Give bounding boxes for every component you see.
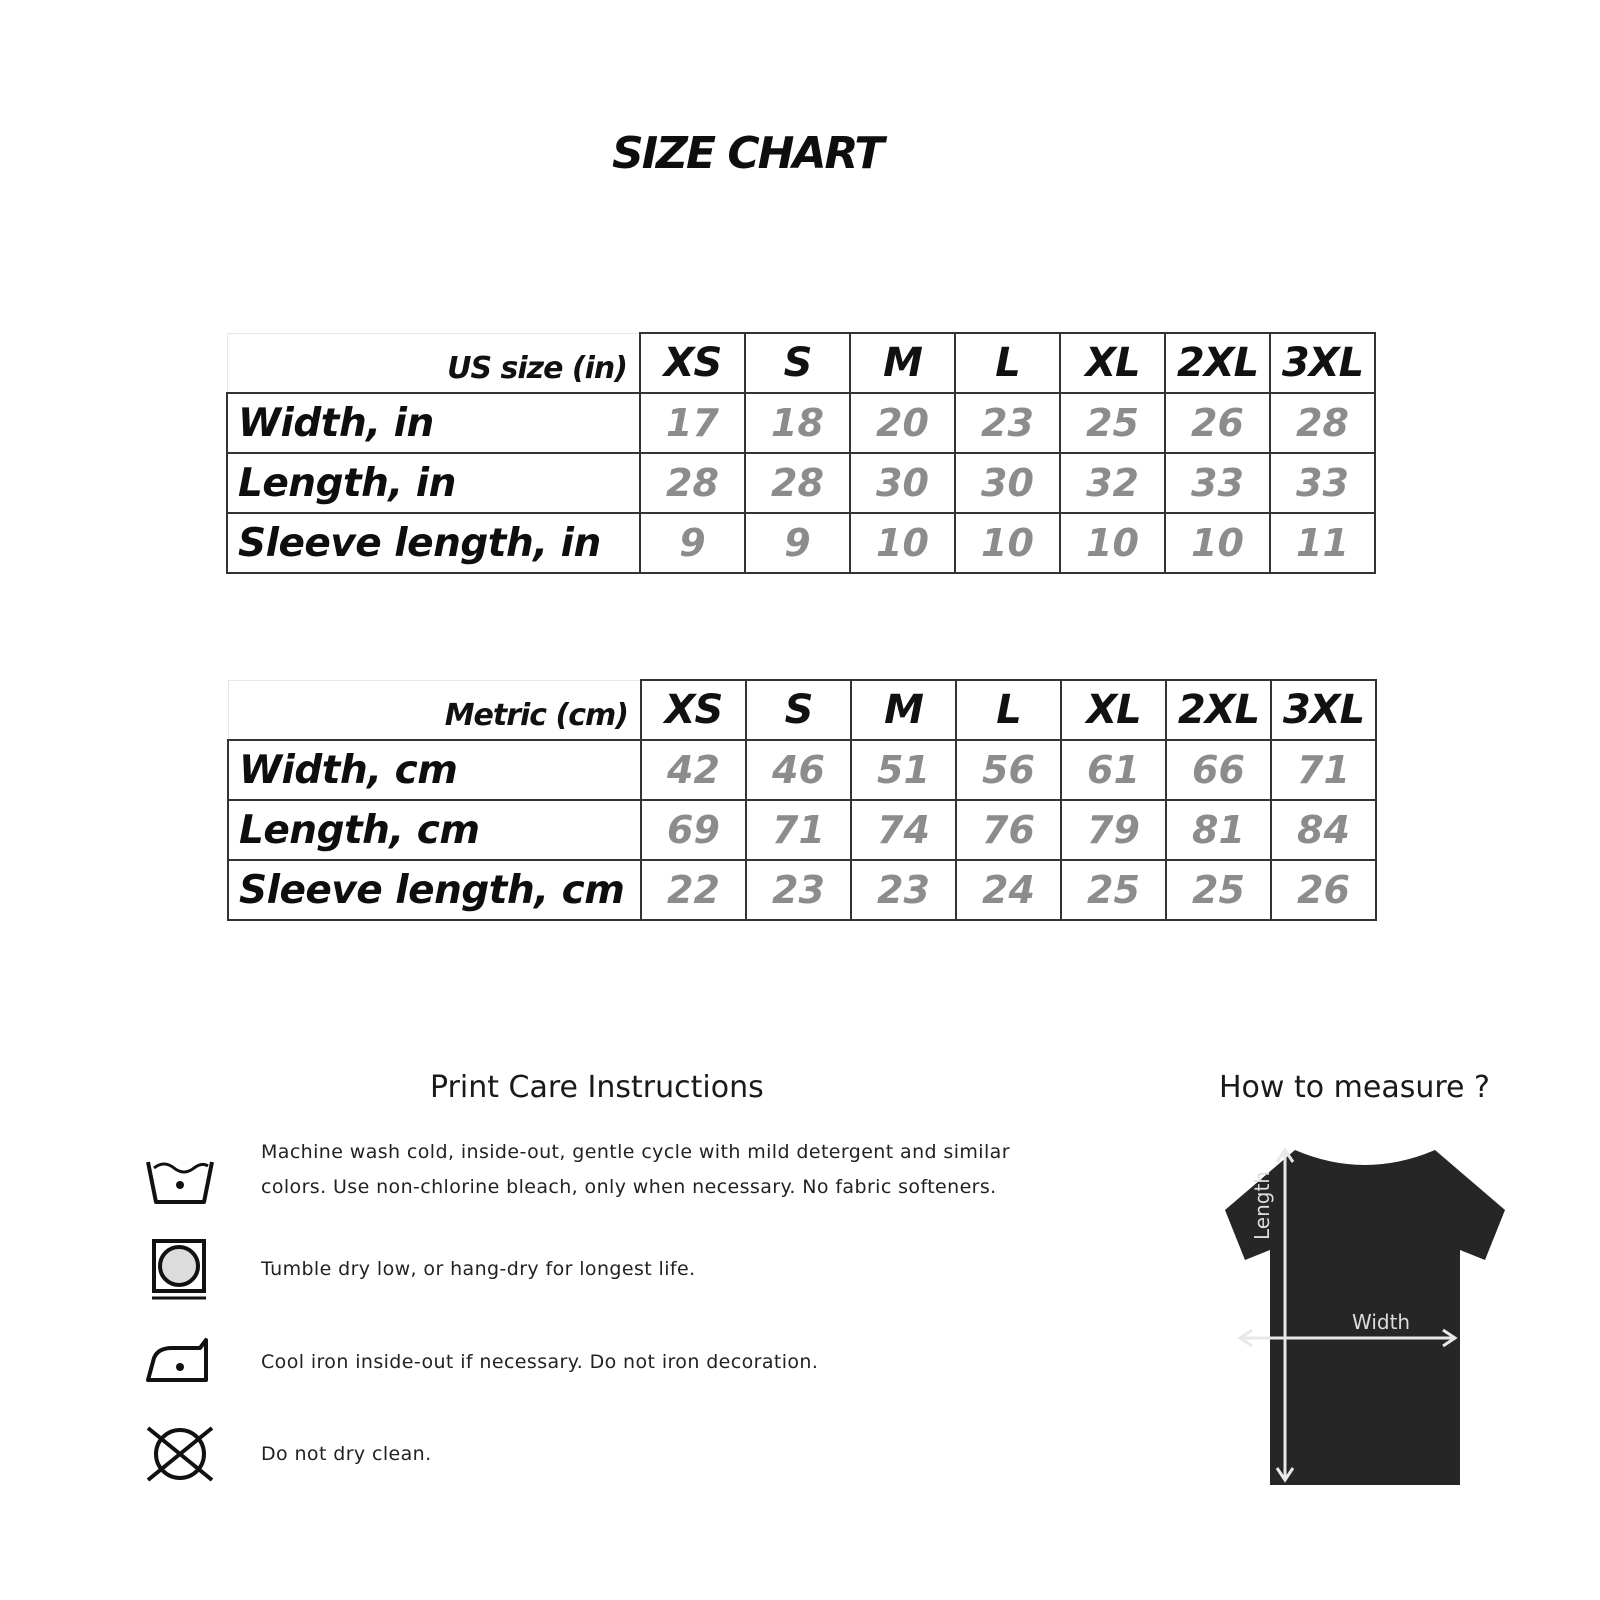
row-label: Sleeve length, in (227, 513, 640, 573)
tumble-dry-low-icon (144, 1238, 216, 1302)
table-cell: 28 (640, 453, 745, 513)
table-row (227, 513, 1375, 573)
care-text-dry-clean: Do not dry clean. (261, 1443, 432, 1465)
table-cell: 33 (1270, 453, 1375, 513)
table-cell: 28 (1270, 393, 1375, 453)
table-cell: 69 (641, 800, 746, 860)
table-row (227, 393, 1375, 453)
table-cell: 71 (746, 800, 851, 860)
row-label: Width, in (227, 393, 640, 453)
table-row (227, 453, 1375, 513)
table-cell: 33 (1165, 453, 1270, 513)
table-cell: 22 (641, 860, 746, 920)
table-cell: 79 (1061, 800, 1166, 860)
measure-heading: How to measure ? (1219, 1070, 1490, 1105)
table-cell: 71 (1271, 740, 1376, 800)
table-cell: 30 (955, 453, 1060, 513)
table-cell: 25 (1060, 393, 1165, 453)
row-label: Length, in (227, 453, 640, 513)
care-text-wash-line-1: Machine wash cold, inside-out, gentle cycle with mild detergent and similar (261, 1141, 1010, 1163)
size-column-header: XS (641, 680, 746, 740)
table-cell: 10 (955, 513, 1060, 573)
table-cell: 25 (1166, 860, 1271, 920)
table-cell: 18 (745, 393, 850, 453)
table-cell: 25 (1061, 860, 1166, 920)
table-cell: 74 (851, 800, 956, 860)
table-cell: 10 (1165, 513, 1270, 573)
size-column-header: 3XL (1270, 333, 1375, 393)
length-label: Length (1250, 1171, 1274, 1240)
machine-wash-cold-icon (144, 1150, 216, 1210)
table-cell: 66 (1166, 740, 1271, 800)
table-cell: 61 (1061, 740, 1166, 800)
us-table-header-label: US size (in) (227, 333, 640, 393)
table-cell: 81 (1166, 800, 1271, 860)
size-column-header: XS (640, 333, 745, 393)
table-cell: 46 (746, 740, 851, 800)
table-header-row (228, 680, 1376, 740)
table-cell: 9 (745, 513, 850, 573)
table-cell: 9 (640, 513, 745, 573)
table-cell: 23 (851, 860, 956, 920)
table-cell: 51 (851, 740, 956, 800)
size-column-header: S (746, 680, 851, 740)
size-column-header: M (850, 333, 955, 393)
care-text-iron: Cool iron inside-out if necessary. Do not iron decoration. (261, 1351, 819, 1373)
table-cell: 32 (1060, 453, 1165, 513)
table-cell: 10 (1060, 513, 1165, 573)
table-row (228, 860, 1376, 920)
table-cell: 56 (956, 740, 1061, 800)
table-cell: 23 (746, 860, 851, 920)
width-label: Width (1352, 1310, 1411, 1334)
row-label: Width, cm (228, 740, 641, 800)
metric-table-header-label: Metric (cm) (228, 680, 641, 740)
table-cell: 11 (1270, 513, 1375, 573)
row-label: Sleeve length, cm (228, 860, 641, 920)
size-column-header: XL (1060, 333, 1165, 393)
row-label: Length, cm (228, 800, 641, 860)
table-cell: 10 (850, 513, 955, 573)
table-cell: 20 (850, 393, 955, 453)
size-column-header: XL (1061, 680, 1166, 740)
size-column-header: 2XL (1165, 333, 1270, 393)
table-cell: 26 (1271, 860, 1376, 920)
table-cell: 26 (1165, 393, 1270, 453)
care-text-dry: Tumble dry low, or hang-dry for longest life. (261, 1258, 696, 1280)
size-column-header: M (851, 680, 956, 740)
cool-iron-icon (144, 1330, 216, 1390)
do-not-dry-clean-icon (144, 1424, 216, 1484)
table-row (228, 800, 1376, 860)
size-column-header: 3XL (1271, 680, 1376, 740)
size-column-header: L (955, 333, 1060, 393)
table-cell: 17 (640, 393, 745, 453)
table-cell: 30 (850, 453, 955, 513)
table-cell: 24 (956, 860, 1061, 920)
care-text-wash (261, 1135, 1101, 1205)
table-row (228, 740, 1376, 800)
page-title: SIZE CHART (612, 128, 883, 179)
table-cell: 76 (956, 800, 1061, 860)
metric-size-table (227, 679, 1377, 921)
size-column-header: 2XL (1166, 680, 1271, 740)
care-heading: Print Care Instructions (430, 1070, 764, 1105)
us-size-table (226, 332, 1376, 574)
size-column-header: S (745, 333, 850, 393)
table-cell: 42 (641, 740, 746, 800)
care-text-wash-line-2: colors. Use non-chlorine bleach, only when necessary. No fabric softeners. (261, 1176, 997, 1198)
table-cell: 84 (1271, 800, 1376, 860)
table-header-row (227, 333, 1375, 393)
table-cell: 28 (745, 453, 850, 513)
table-cell: 23 (955, 393, 1060, 453)
size-column-header: L (956, 680, 1061, 740)
